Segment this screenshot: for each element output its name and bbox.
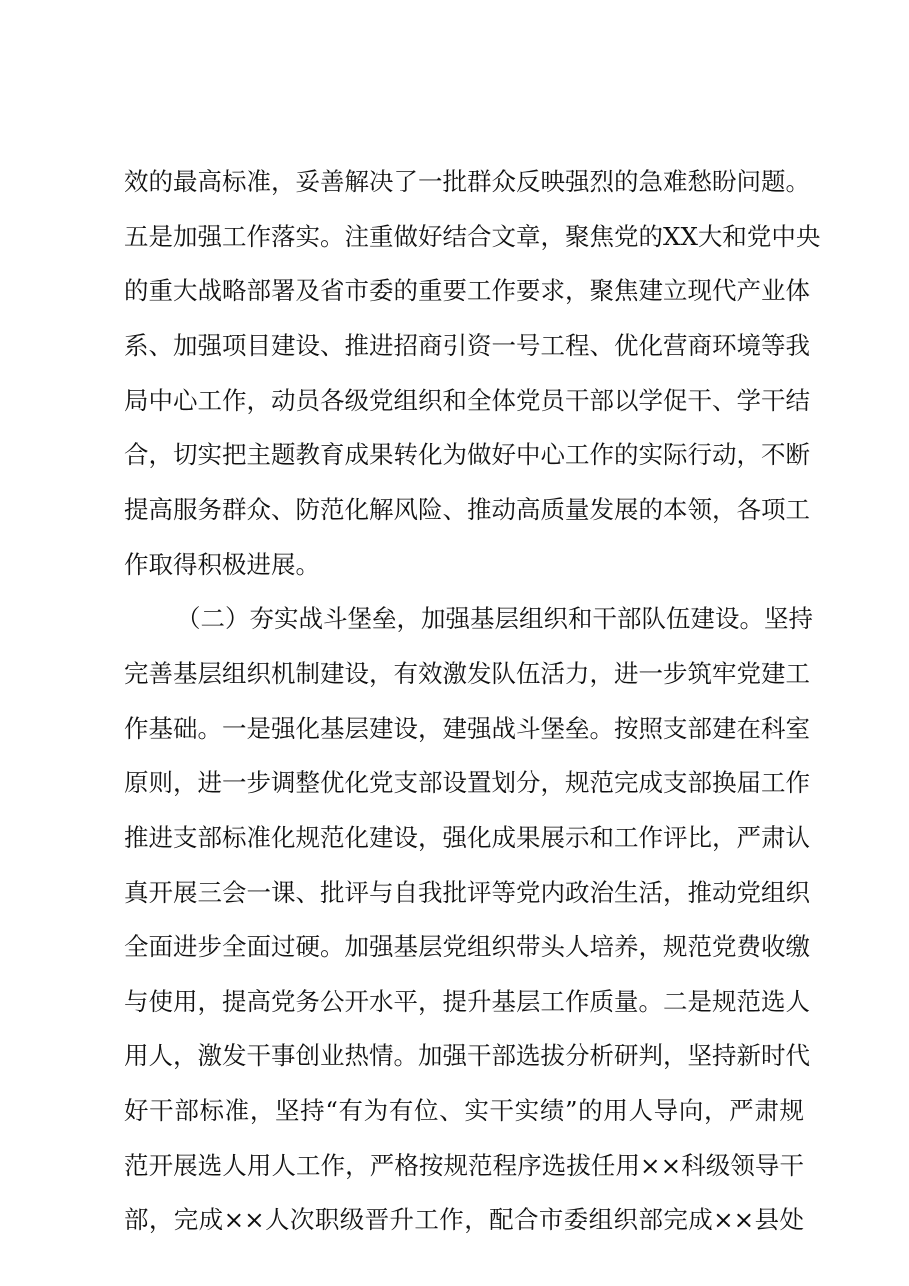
text-line: 好干部标准，坚持“有为有位、实干实绩”的用人导向，严肃规 <box>124 1096 804 1125</box>
text-line: 作取得积极进展。 <box>124 550 320 579</box>
text-line: 系、加强项目建设、推进招商引资一号工程、优化营商环境等我 <box>124 331 810 360</box>
text-line: 作基础。一是强化基层建设，建强战斗堡垒。按照支部建在科室 <box>124 714 810 743</box>
section-heading-line: （二）夯实战斗堡垒，加强基层组织和干部队伍建设。坚持 <box>176 604 813 633</box>
text-line: 效的最高标准，妥善解决了一批群众反映强烈的急难愁盼问题。 <box>124 167 810 196</box>
text-line: 全面进步全面过硬。加强基层党组织带头人培养，规范党费收缴 <box>124 932 810 961</box>
text-line: 合，切实把主题教育成果转化为做好中心工作的实际行动，不断 <box>124 440 810 469</box>
text-line: 完善基层组织机制建设，有效激发队伍活力，进一步筑牢党建工 <box>124 659 810 688</box>
text-line: 原则，进一步调整优化党支部设置划分，规范完成支部换届工作 <box>124 768 810 797</box>
text-line: 与使用，提高党务公开水平，提升基层工作质量。二是规范选人 <box>124 987 810 1016</box>
text-line: 范开展选人用人工作，严格按规范程序选拔任用××科级领导干 <box>124 1151 804 1180</box>
text-line: 局中心工作，动员各级党组织和全体党员干部以学促干、学干结 <box>124 386 810 415</box>
text-line: 提高服务群众、防范化解风险、推动高质量发展的本领，各项工 <box>124 495 810 524</box>
text-line: 五是加强工作落实。注重做好结合文章，聚焦党的XX大和党中央 <box>124 222 821 251</box>
text-line: 真开展三会一课、批评与自我批评等党内政治生活，推动党组织 <box>124 878 810 907</box>
text-line: 部，完成××人次职级晋升工作，配合市委组织部完成××县处 <box>124 1205 804 1234</box>
text-line: 推进支部标准化规范化建设，强化成果展示和工作评比，严肃认 <box>124 823 810 852</box>
text-line: 的重大战略部署及省市委的重要工作要求，聚焦建立现代产业体 <box>124 276 810 305</box>
text-line: 用人，激发干事创业热情。加强干部选拔分析研判，坚持新时代 <box>124 1041 810 1070</box>
